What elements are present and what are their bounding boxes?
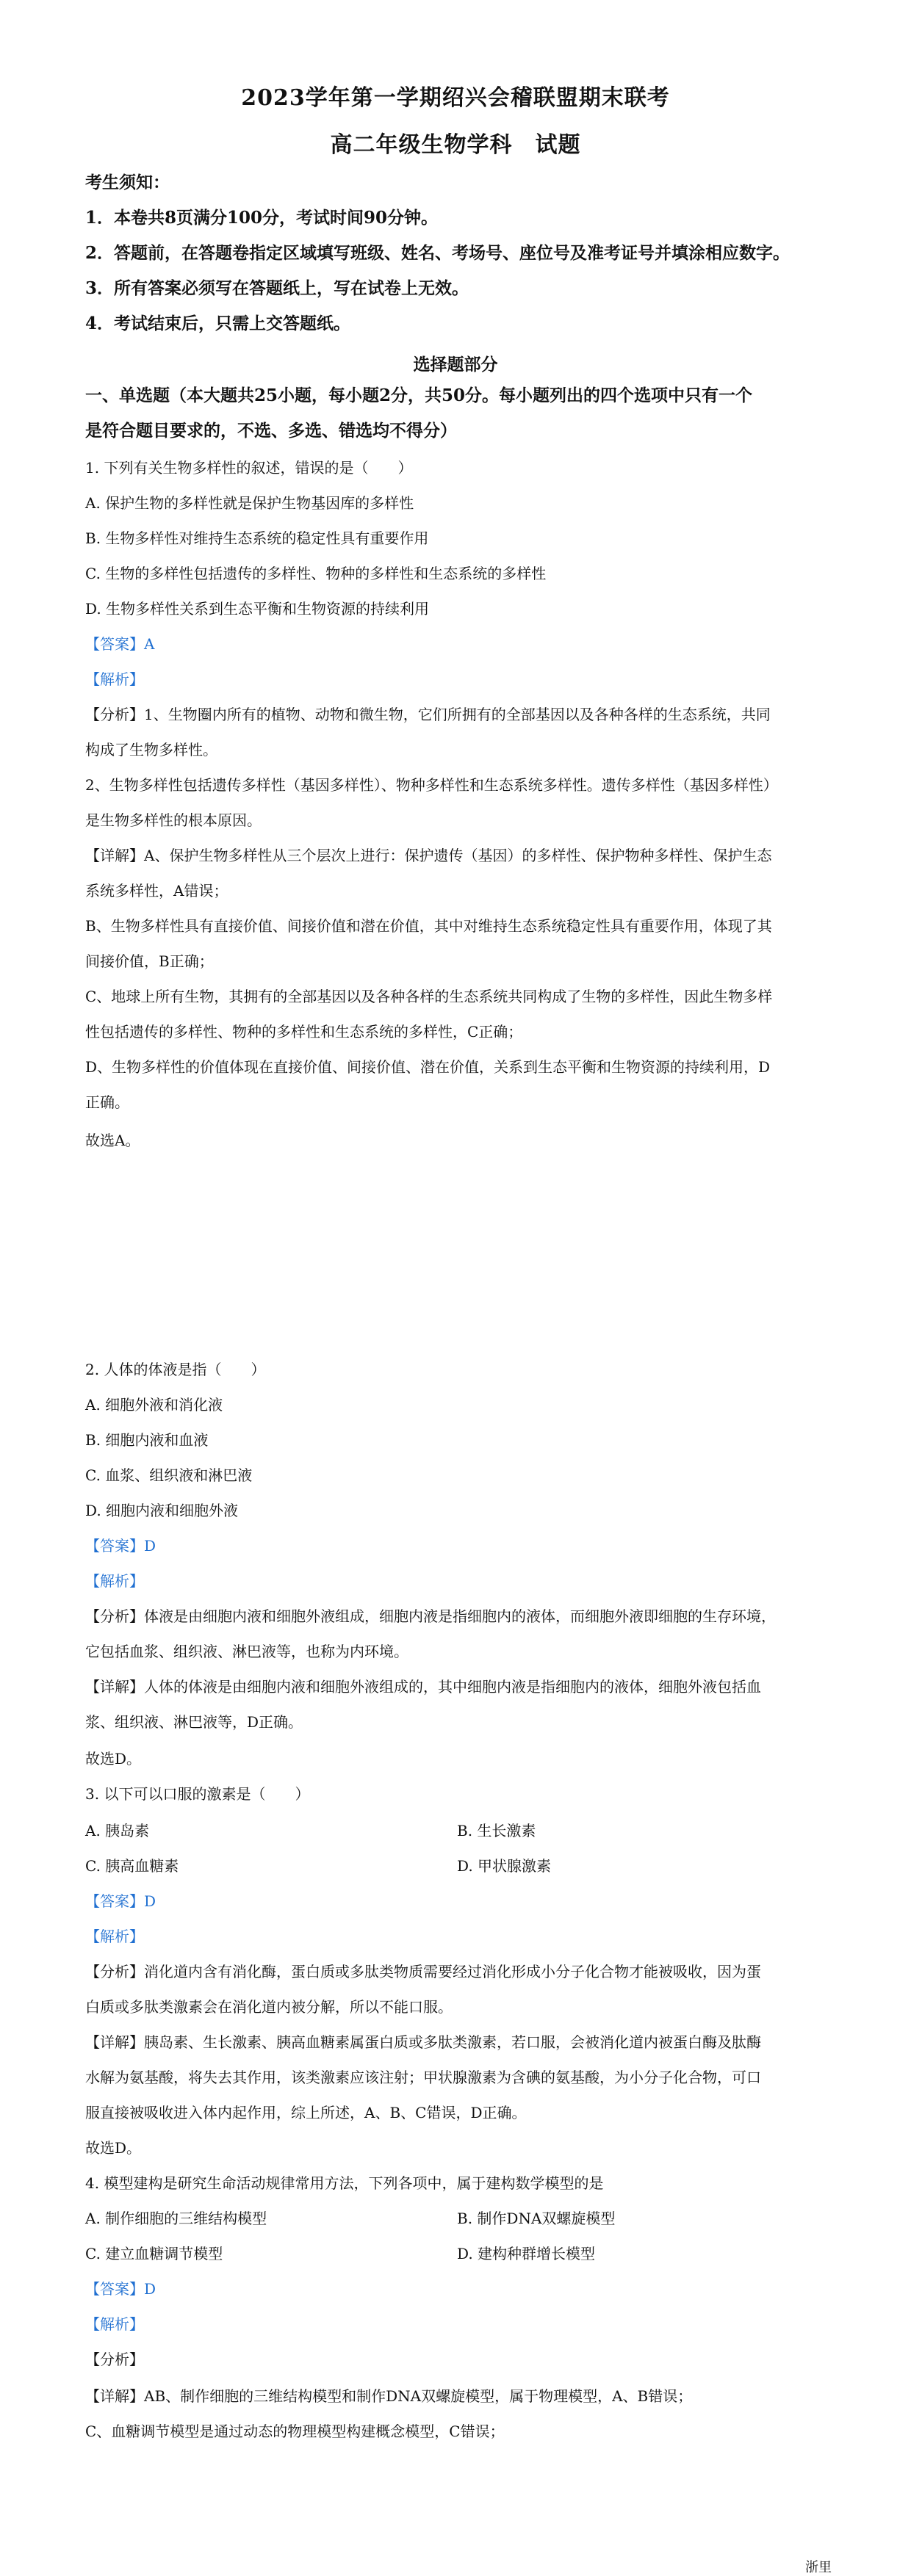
question-2-option: A. 细胞外液和消化液 <box>85 1396 223 1414</box>
question-1-answer: 【答案】A <box>85 635 155 653</box>
question-3-option: C. 胰高血糖素 <box>85 1857 179 1875</box>
question-1-explanation-line: 系统多样性，A错误； <box>85 882 228 900</box>
question-1-option: D. 生物多样性关系到生态平衡和生物资源的持续利用 <box>85 600 430 618</box>
question-2-option: C. 血浆、组织液和淋巴液 <box>85 1466 253 1484</box>
question-2-jiexi: 【解析】 <box>85 1572 144 1590</box>
question-3-conclusion: 故选D。 <box>85 2139 142 2157</box>
question-2-conclusion: 故选D。 <box>85 1750 142 1768</box>
question-1-explanation-line: 【详解】A、保护生物多样性从三个层次上进行：保护遗传（基因）的多样性、保护物种多样性、保护生态 <box>85 847 772 864</box>
question-4-answer: 【答案】D <box>85 2280 156 2298</box>
question-1-conclusion: 故选A。 <box>85 1132 140 1149</box>
section-intro: 是符合题目要求的，不选、多选、错选均不得分） <box>85 421 457 441</box>
question-1-explanation-line: B、生物多样性具有直接价值、间接价值和潜在价值，其中对维持生态系统稳定性具有重要作用，体现了其 <box>85 917 772 935</box>
section-title: 选择题部分 <box>413 355 498 375</box>
question-1-option: B. 生物多样性对维持生态系统的稳定性具有重要作用 <box>85 529 429 547</box>
question-2-explanation-line: 它包括血浆、组织液、淋巴液等，也称为内环境。 <box>85 1643 408 1660</box>
page-footer: 浙里 <box>805 2560 832 2575</box>
question-1-explanation-line: 【分析】1、生物圈内所有的植物、动物和微生物，它们所拥有的全部基因以及各种各样的生态系统，共同 <box>85 706 771 723</box>
question-4-option: A. 制作细胞的三维结构模型 <box>85 2210 267 2227</box>
question-3-answer: 【答案】D <box>85 1892 156 1910</box>
question-1-option: A. 保护生物的多样性就是保护生物基因库的多样性 <box>85 494 414 512</box>
exam-subtitle: 高二年级生物学科 试题 <box>330 132 581 158</box>
question-1-explanation-line: 正确。 <box>85 1093 129 1111</box>
question-4-explanation-line: 【分析】 <box>85 2351 144 2368</box>
notice-heading: 考生须知： <box>85 173 170 192</box>
notice-item: 2．答题前，在答题卷指定区域填写班级、姓名、考场号、座位号及准考证号并填涂相应数字。 <box>85 243 791 263</box>
question-4-stem: 4. 模型建构是研究生命活动规律常用方法，下列各项中，属于建构数学模型的是 <box>85 2174 604 2192</box>
question-1-explanation-line: 是生物多样性的根本原因。 <box>85 811 262 829</box>
question-3-stem: 3. 以下可以口服的激素是（ ） <box>85 1785 310 1803</box>
notice-item: 3．所有答案必须写在答题纸上，写在试卷上无效。 <box>85 278 469 298</box>
section-intro: 一、单选题（本大题共25小题，每小题2分，共50分。每小题列出的四个选项中只有一个 <box>85 386 753 405</box>
question-1-explanation-line: 2、生物多样性包括遗传多样性（基因多样性）、物种多样性和生态系统多样性。遗传多样性（基因多样性） <box>85 776 778 794</box>
question-1-explanation-line: 构成了生物多样性。 <box>85 741 217 759</box>
question-1-explanation-line: C、地球上所有生物，其拥有的全部基因以及各种各样的生态系统共同构成了生物的多样性，因此生物多样 <box>85 988 773 1005</box>
question-4-option: B. 制作DNA双螺旋模型 <box>457 2210 616 2227</box>
question-1-explanation-line: 性包括遗传的多样性、物种的多样性和生态系统的多样性，C正确； <box>85 1023 523 1041</box>
question-3-explanation-line: 服直接被吸收进入体内起作用，综上所述，A、B、C错误，D正确。 <box>85 2104 527 2121</box>
question-1-jiexi: 【解析】 <box>85 670 144 688</box>
question-1-explanation-line: D、生物多样性的价值体现在直接价值、间接价值、潜在价值，关系到生态平衡和生物资源的持续利用，D <box>85 1058 771 1076</box>
notice-item: 1．本卷共8页满分100分，考试时间90分钟。 <box>85 208 439 228</box>
question-1-stem: 1. 下列有关生物多样性的叙述，错误的是（ ） <box>85 459 413 477</box>
question-4-explanation-line: C、血糖调节模型是通过动态的物理模型构建概念模型，C错误； <box>85 2423 505 2440</box>
question-3-explanation-line: 白质或多肽类激素会在消化道内被分解，所以不能口服。 <box>85 1998 453 2016</box>
question-2-explanation-line: 【分析】体液是由细胞内液和细胞外液组成，细胞内液是指细胞内的液体，而细胞外液即细胞的生存环境， <box>85 1607 776 1625</box>
question-3-option: B. 生长激素 <box>457 1822 536 1839</box>
question-3-option: A. 胰岛素 <box>85 1822 150 1839</box>
question-4-jiexi: 【解析】 <box>85 2315 144 2333</box>
question-3-option: D. 甲状腺激素 <box>457 1857 552 1875</box>
question-2-explanation-line: 【详解】人体的体液是由细胞内液和细胞外液组成的，其中细胞内液是指细胞内的液体，细胞外液包括血 <box>85 1678 761 1696</box>
question-2-explanation-line: 浆、组织液、淋巴液等，D正确。 <box>85 1713 303 1731</box>
notice-item: 4．考试结束后，只需上交答题纸。 <box>85 314 351 333</box>
question-2-option: D. 细胞内液和细胞外液 <box>85 1502 239 1519</box>
question-2-answer: 【答案】D <box>85 1537 156 1555</box>
question-2-option: B. 细胞内液和血液 <box>85 1431 209 1449</box>
question-1-option: C. 生物的多样性包括遗传的多样性、物种的多样性和生态系统的多样性 <box>85 565 547 582</box>
question-3-explanation-line: 【详解】胰岛素、生长激素、胰高血糖素属蛋白质或多肽类激素，若口服，会被消化道内被蛋白酶及肽酶 <box>85 2033 761 2051</box>
question-3-explanation-line: 【分析】消化道内含有消化酶，蛋白质或多肽类物质需要经过消化形成小分子化合物才能被吸收，因为蛋 <box>85 1963 761 1980</box>
question-4-option: D. 建构种群增长模型 <box>457 2245 596 2262</box>
question-1-explanation-line: 间接价值，B正确； <box>85 952 214 970</box>
exam-title: 2023学年第一学期绍兴会稽联盟期末联考 <box>241 85 670 111</box>
question-3-jiexi: 【解析】 <box>85 1928 144 1945</box>
question-2-stem: 2. 人体的体液是指（ ） <box>85 1361 266 1378</box>
question-4-explanation-line: 【详解】AB、制作细胞的三维结构模型和制作DNA双螺旋模型，属于物理模型，A、B错误； <box>85 2387 693 2405</box>
question-4-option: C. 建立血糖调节模型 <box>85 2245 223 2262</box>
question-3-explanation-line: 水解为氨基酸，将失去其作用，该类激素应该注射；甲状腺激素为含碘的氨基酸，为小分子化合物，可口 <box>85 2069 761 2086</box>
